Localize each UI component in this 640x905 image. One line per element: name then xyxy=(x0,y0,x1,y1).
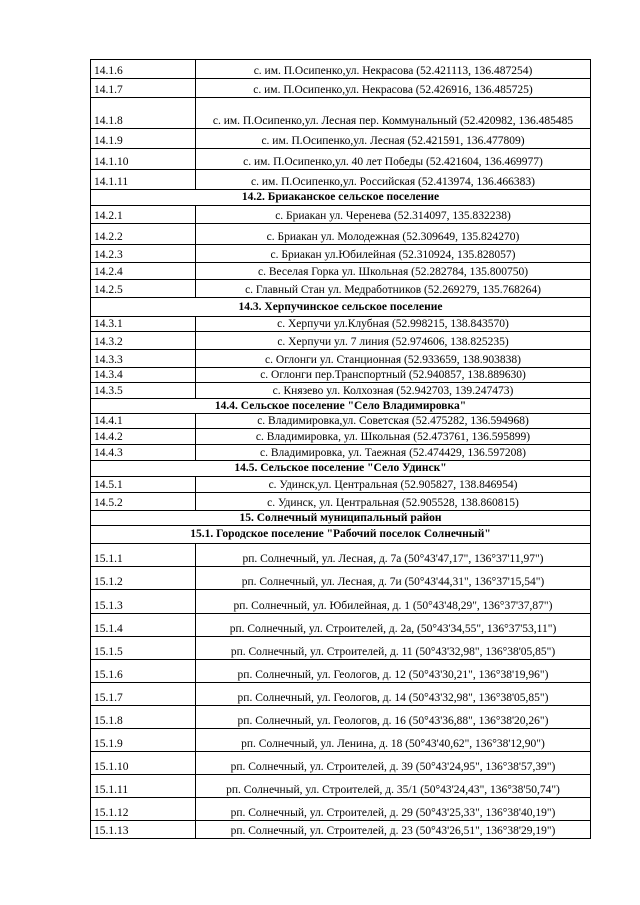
row-code: 14.3.5 xyxy=(91,383,196,399)
row-address: с. Оглонги ул. Станционная (52.933659, 138.903838) xyxy=(196,350,591,368)
section-title: 14.3. Херпучинское сельское поселение xyxy=(91,298,591,317)
table-row xyxy=(91,590,591,614)
table-row xyxy=(91,752,591,775)
row-address: рп. Солнечный, ул. Строителей, д. 2а, (50°43'34,55", 136°37'53,11") xyxy=(196,614,591,637)
row-code: 15.1.1 xyxy=(91,544,196,567)
section-header-row xyxy=(91,461,591,477)
row-address: с. Бриакан ул.Юбилейная (52.310924, 135.828057) xyxy=(196,245,591,263)
section-header-row xyxy=(91,298,591,317)
row-code: 14.2.2 xyxy=(91,224,196,245)
table-row xyxy=(91,79,591,98)
table-row xyxy=(91,567,591,590)
row-code: 15.1.9 xyxy=(91,729,196,752)
row-code: 14.1.8 xyxy=(91,98,196,129)
section-title: 14.5. Сельское поселение "Село Удинск" xyxy=(91,461,591,477)
row-address: рп. Солнечный, ул. Строителей, д. 23 (50°43'26,51", 136°38'29,19") xyxy=(196,821,591,839)
row-address: с. Владимировка, ул. Школьная (52.473761, 136.595899) xyxy=(196,429,591,445)
section-title: 14.4. Сельское поселение "Село Владимировка" xyxy=(91,399,591,414)
row-code: 15.1.5 xyxy=(91,637,196,660)
table-row xyxy=(91,383,591,399)
table-row xyxy=(91,614,591,637)
row-address: с. Веселая Горка ул. Школьная (52.282784, 135.800750) xyxy=(196,263,591,280)
table-row xyxy=(91,477,591,493)
row-address: рп. Солнечный, ул. Строителей, д. 35/1 (50°43'24,43", 136°38'50,74") xyxy=(196,775,591,798)
row-code: 15.1.10 xyxy=(91,752,196,775)
row-code: 14.5.1 xyxy=(91,477,196,493)
table-row xyxy=(91,149,591,170)
table-row xyxy=(91,206,591,224)
row-code: 14.3.4 xyxy=(91,368,196,383)
row-code: 15.1.7 xyxy=(91,683,196,706)
section-header-row xyxy=(91,399,591,414)
section-header-row xyxy=(91,190,591,206)
table-row xyxy=(91,683,591,706)
row-address: с. Главный Стан ул. Медработников (52.269279, 135.768264) xyxy=(196,280,591,298)
section-header-row xyxy=(91,511,591,526)
row-address: с. Херпучи ул. 7 линия (52.974606, 138.825235) xyxy=(196,332,591,350)
table-row xyxy=(91,445,591,461)
row-code: 14.2.3 xyxy=(91,245,196,263)
row-code: 15.1.2 xyxy=(91,567,196,590)
row-code: 15.1.3 xyxy=(91,590,196,614)
row-code: 14.3.1 xyxy=(91,317,196,332)
section-title: 15.1. Городское поселение "Рабочий поселок Солнечный" xyxy=(91,526,591,544)
row-code: 14.2.1 xyxy=(91,206,196,224)
row-code: 14.2.5 xyxy=(91,280,196,298)
row-code: 14.1.7 xyxy=(91,79,196,98)
row-address: с. Оглонги пер.Транспортный (52.940857, 138.889630) xyxy=(196,368,591,383)
row-address: с. Бриакан ул. Черенева (52.314097, 135.832238) xyxy=(196,206,591,224)
row-address: с. им. П.Осипенко,ул. Российская (52.413974, 136.466383) xyxy=(196,170,591,190)
row-address: рп. Солнечный, ул. Юбилейная, д. 1 (50°43'48,29", 136°37'37,87") xyxy=(196,590,591,614)
table-row xyxy=(91,245,591,263)
table-row xyxy=(91,429,591,445)
row-code: 14.1.11 xyxy=(91,170,196,190)
section-title: 15. Солнечный муниципальный район xyxy=(91,511,591,526)
locations-table xyxy=(90,59,591,839)
row-address: с. Удинск, ул. Центральная (52.905528, 138.860815) xyxy=(196,493,591,511)
row-address: рп. Солнечный, ул. Ленина, д. 18 (50°43'40,62", 136°38'12,90") xyxy=(196,729,591,752)
table-row xyxy=(91,414,591,429)
table-row xyxy=(91,280,591,298)
table-row xyxy=(91,60,591,79)
row-code: 15.1.8 xyxy=(91,706,196,729)
row-address: с. Бриакан ул. Молодежная (52.309649, 135.824270) xyxy=(196,224,591,245)
row-code: 14.1.10 xyxy=(91,149,196,170)
row-code: 14.5.2 xyxy=(91,493,196,511)
row-address: рп. Солнечный, ул. Строителей, д. 11 (50°43'32,98", 136°38'05,85") xyxy=(196,637,591,660)
table-row xyxy=(91,729,591,752)
row-address: рп. Солнечный, ул. Геологов, д. 16 (50°43'36,88", 136°38'20,26") xyxy=(196,706,591,729)
row-address: с. Херпучи ул.Клубная (52.998215, 138.843570) xyxy=(196,317,591,332)
table-row xyxy=(91,821,591,839)
row-code: 15.1.6 xyxy=(91,660,196,683)
row-address: с. им. П.Осипенко,ул. Лесная (52.421591, 136.477809) xyxy=(196,129,591,149)
row-address: с. Владимировка, ул. Таежная (52.474429, 136.597208) xyxy=(196,445,591,461)
row-address: с. Удинск,ул. Центральная (52.905827, 138.846954) xyxy=(196,477,591,493)
row-address: с. им. П.Осипенко,ул. Некрасова (52.421113, 136.487254) xyxy=(196,60,591,79)
row-code: 14.2.4 xyxy=(91,263,196,280)
row-address: с. Владимировка,ул. Советская (52.475282, 136.594968) xyxy=(196,414,591,429)
row-address: рп. Солнечный, ул. Лесная, д. 7и (50°43'44,31", 136°37'15,54") xyxy=(196,567,591,590)
section-header-row xyxy=(91,526,591,544)
table-row xyxy=(91,129,591,149)
table-row xyxy=(91,224,591,245)
table-row xyxy=(91,317,591,332)
row-address: рп. Солнечный, ул. Строителей, д. 39 (50°43'24,95", 136°38'57,39") xyxy=(196,752,591,775)
row-address: рп. Солнечный, ул. Геологов, д. 14 (50°43'32,98", 136°38'05,85") xyxy=(196,683,591,706)
row-address: с. им. П.Осипенко,ул. Лесная пер. Коммунальный (52.420982, 136.485485 xyxy=(196,98,591,129)
row-address: рп. Солнечный, ул. Лесная, д. 7а (50°43'47,17", 136°37'11,97") xyxy=(196,544,591,567)
row-address: с. им. П.Осипенко,ул. Некрасова (52.426916, 136.485725) xyxy=(196,79,591,98)
row-code: 14.1.9 xyxy=(91,129,196,149)
row-code: 15.1.13 xyxy=(91,821,196,839)
row-code: 15.1.12 xyxy=(91,798,196,821)
row-address: рп. Солнечный, ул. Геологов, д. 12 (50°43'30,21", 136°38'19,96") xyxy=(196,660,591,683)
row-code: 14.3.3 xyxy=(91,350,196,368)
row-address: с. Князево ул. Колхозная (52.942703, 139.247473) xyxy=(196,383,591,399)
row-code: 15.1.11 xyxy=(91,775,196,798)
row-code: 14.4.3 xyxy=(91,445,196,461)
table-row xyxy=(91,368,591,383)
row-code: 14.4.1 xyxy=(91,414,196,429)
table-row xyxy=(91,332,591,350)
row-address: рп. Солнечный, ул. Строителей, д. 29 (50°43'25,33", 136°38'40,19") xyxy=(196,798,591,821)
row-code: 14.1.6 xyxy=(91,60,196,79)
table-row xyxy=(91,170,591,190)
table-row xyxy=(91,706,591,729)
table-row xyxy=(91,544,591,567)
table-row xyxy=(91,493,591,511)
locations-table-body xyxy=(91,60,591,839)
table-row xyxy=(91,798,591,821)
table-row xyxy=(91,350,591,368)
row-code: 14.4.2 xyxy=(91,429,196,445)
row-code: 15.1.4 xyxy=(91,614,196,637)
table-row xyxy=(91,775,591,798)
table-row xyxy=(91,98,591,129)
row-code: 14.3.2 xyxy=(91,332,196,350)
row-address: с. им. П.Осипенко,ул. 40 лет Победы (52.421604, 136.469977) xyxy=(196,149,591,170)
table-row xyxy=(91,660,591,683)
section-title: 14.2. Бриаканское сельское поселение xyxy=(91,190,591,206)
table-row xyxy=(91,263,591,280)
table-row xyxy=(91,637,591,660)
